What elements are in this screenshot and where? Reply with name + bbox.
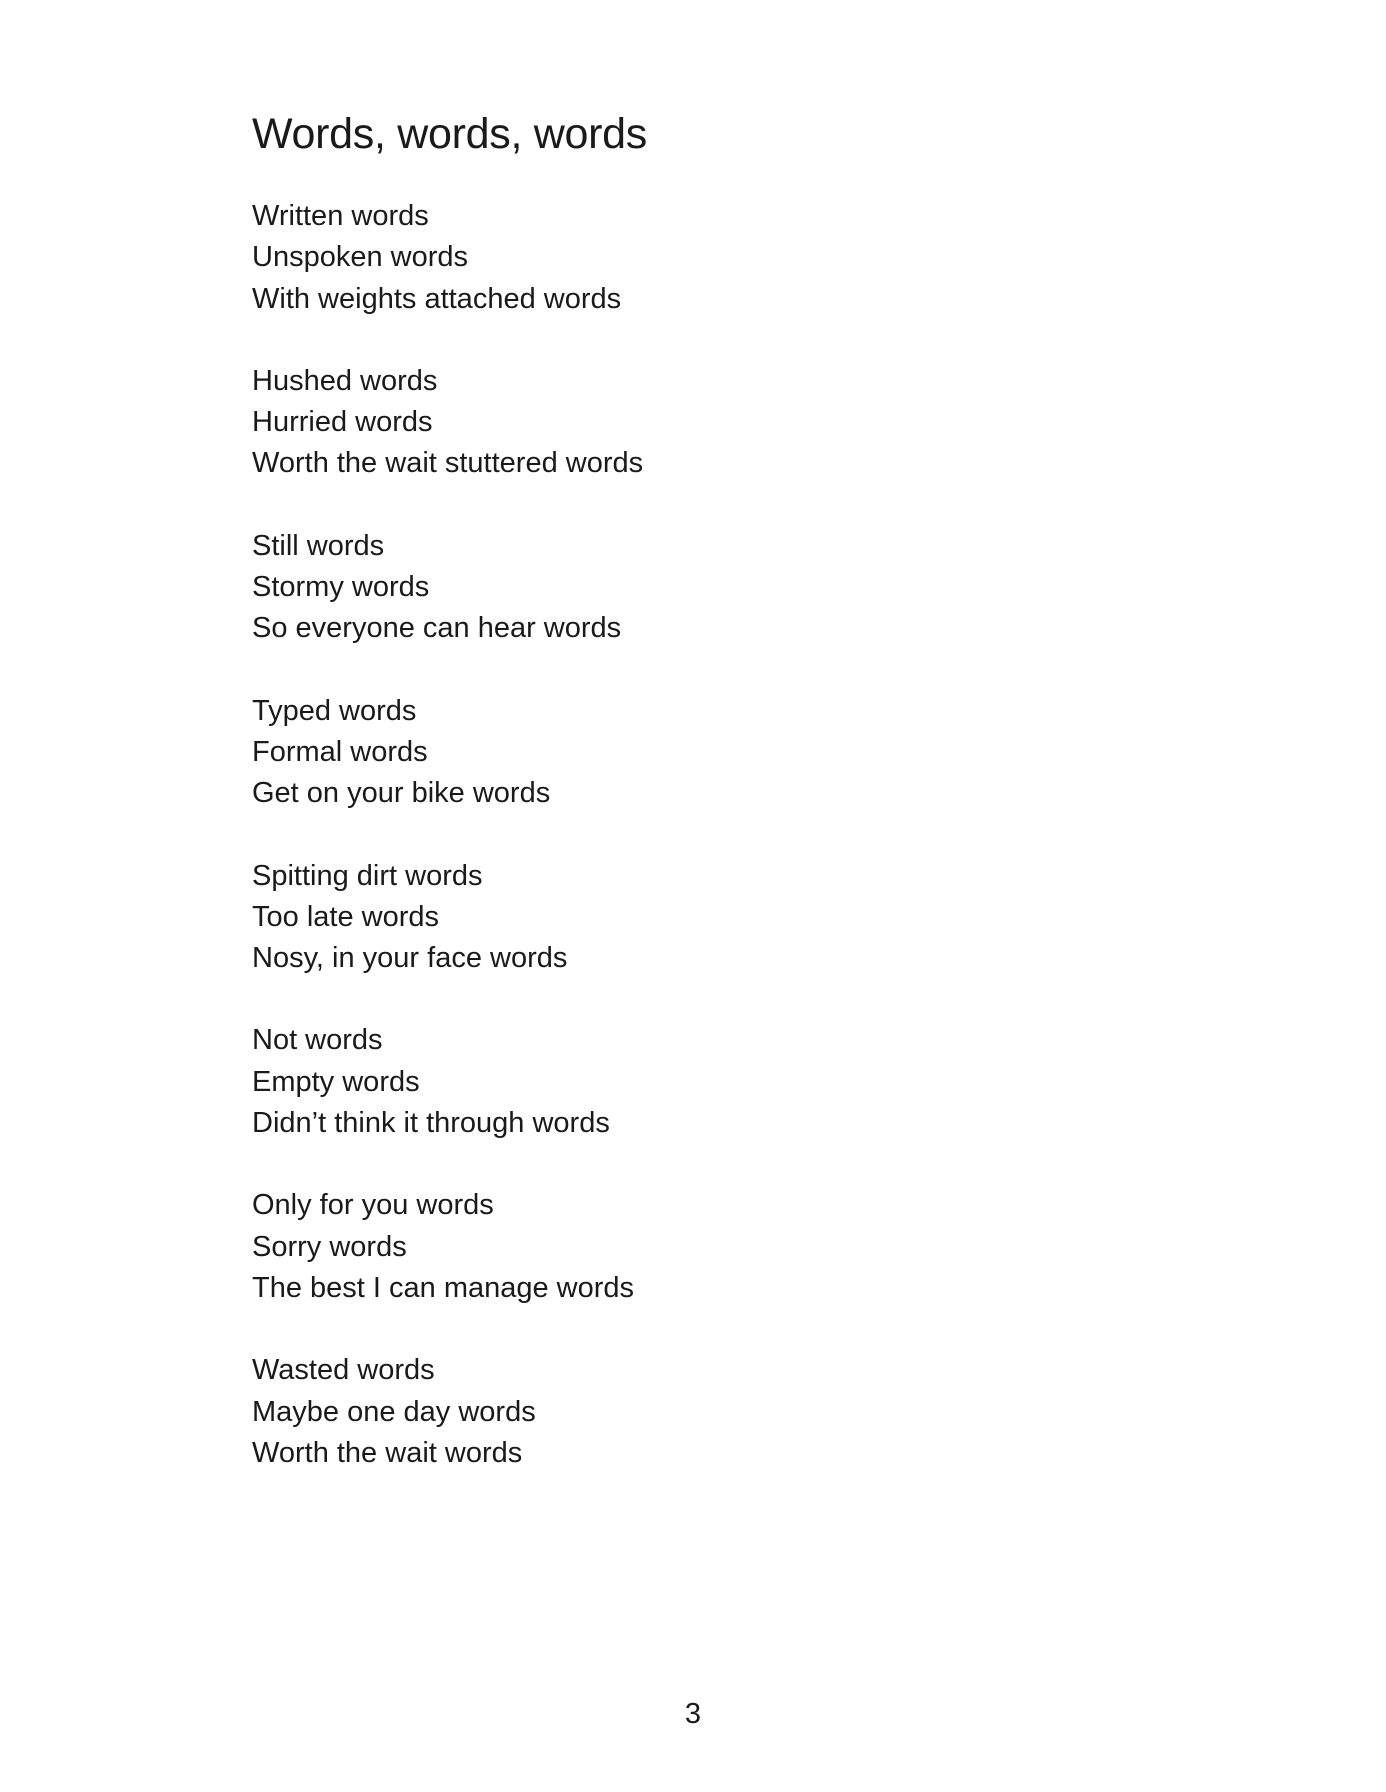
poem-line: Sorry words (252, 1230, 407, 1263)
poem-line: Worth the wait stuttered words (252, 447, 644, 480)
stanza (252, 196, 1152, 320)
stanza (252, 1350, 1152, 1474)
poem-line: Spitting dirt words (252, 859, 483, 892)
poem-line: Not words (252, 1024, 383, 1057)
poem-line: Empty words (252, 1065, 420, 1098)
poem-line: Still words (252, 529, 385, 562)
poem-line: Hurried words (252, 406, 433, 439)
stanza (252, 1020, 1152, 1144)
poem-line: Didn’t think it through words (252, 1107, 610, 1140)
poem-line: Written words (252, 200, 429, 232)
poem-line: Hushed words (252, 364, 438, 397)
poem-line: Too late words (252, 900, 439, 933)
poem-line: Formal words (252, 735, 428, 768)
poem-line: Typed words (252, 694, 417, 727)
poem-line: Stormy words (252, 571, 430, 604)
poem-line: Worth the wait words (252, 1436, 523, 1469)
poem-line: Nosy, in your face words (252, 942, 568, 975)
poem (252, 100, 1152, 1515)
poem-line: Unspoken words (252, 241, 468, 274)
stanza (252, 1185, 1152, 1309)
page-number: 3 (684, 1698, 702, 1730)
poem-stanzas (252, 196, 1152, 1474)
poem-line: Maybe one day words (252, 1395, 536, 1428)
poem-title: Words, words, words (252, 110, 647, 158)
stanza (252, 856, 1152, 980)
poem-line: Only for you words (252, 1189, 494, 1222)
stanza (252, 691, 1152, 815)
stanza (252, 361, 1152, 485)
stanza (252, 526, 1152, 650)
poem-line: Get on your bike words (252, 777, 551, 810)
poem-line: With weights attached words (252, 282, 622, 315)
poem-line: So everyone can hear words (252, 612, 622, 645)
poem-line: The best I can manage words (252, 1271, 635, 1304)
poem-line: Wasted words (252, 1354, 435, 1387)
